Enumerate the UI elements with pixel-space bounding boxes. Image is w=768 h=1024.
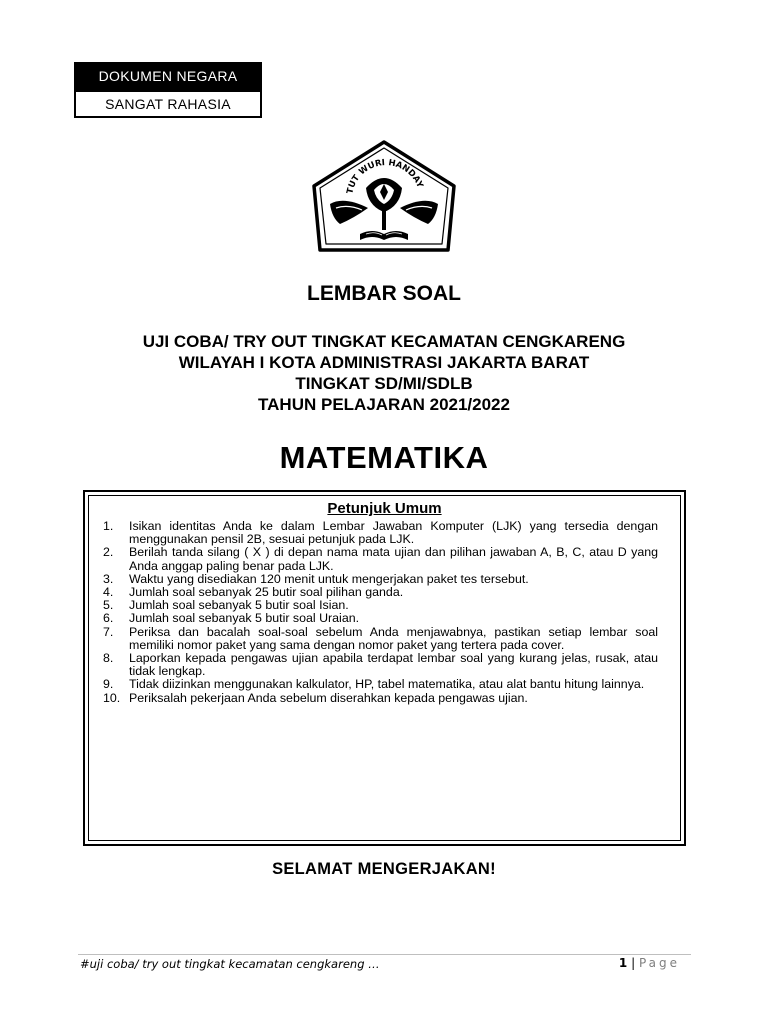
instruction-text: Tidak diizinkan menggunakan kalkulator, HP, tabel matematika, atau alat bantu hitung lainnya. [129,677,645,692]
footer-page-indicator [619,956,680,970]
instruction-number: 1. [103,519,114,533]
instructions-heading: Petunjuk Umum [327,500,442,517]
instruction-text: Jumlah soal sebanyak 5 butir soal Isian. [129,598,349,613]
instruction-number: 10. [103,690,121,705]
instruction-item [89,626,680,652]
general-instructions-inner [88,495,681,841]
subject-title: MATEMATIKA [279,440,489,475]
instruction-item [89,546,680,572]
tut-wuri-handayani-logo-icon [310,138,458,256]
instruction-text: Jumlah soal sebanyak 25 butir soal pilihan ganda. [129,585,404,600]
page-separator: | [631,956,636,970]
closing-message: SELAMAT MENGERJAKAN! [272,860,496,878]
exam-name-line: UJI COBA/ TRY OUT TINGKAT KECAMATAN CENGKARENG [142,332,626,351]
stamp-top-label: DOKUMEN NEGARA [76,64,260,90]
instruction-text: Periksa dan bacalah soal-soal sebelum Anda menjawabnya, pastikan setiap lembar soal memiliki nomor paket yang sama dengan nomor paket yang tertera pada cover. [129,624,658,652]
instruction-text: Periksalah pekerjaan Anda sebelum diserahkan kepada pengawas ujian. [129,690,528,705]
instruction-item [89,652,680,678]
instruction-number: 2. [103,545,114,560]
school-level-line: TINGKAT SD/MI/SDLB [295,374,473,393]
instruction-text: Berilah tanda silang ( X ) di depan nama mata ujian dan pilihan jawaban A, B, C, atau D yang Anda anggap paling benar pada LJK. [129,545,658,573]
instruction-number: 4. [103,585,114,600]
instruction-number: 5. [103,598,114,613]
general-instructions-box [83,490,686,846]
footer-document-label: #uji coba/ try out tingkat kecamatan cengkareng … [80,957,380,971]
instruction-number: 6. [103,611,114,626]
instruction-item [89,520,680,546]
academic-year-line: TAHUN PELAJARAN 2021/2022 [258,395,510,414]
instruction-text: Jumlah soal sebanyak 5 butir soal Uraian. [129,611,360,626]
svg-text:TUT WURI HANDAYANI: TUT WURI HANDAY [345,158,425,195]
page-number: 1 [618,956,628,970]
instruction-number: 8. [103,651,114,666]
instruction-item [89,692,680,705]
page-word: Page [638,956,680,970]
document-classification-stamp [74,62,262,118]
instruction-number: 7. [103,624,114,639]
footer-divider [78,954,691,955]
instruction-text: Waktu yang disediakan 120 menit untuk mengerjakan paket tes tersebut. [129,571,529,586]
region-line: WILAYAH I KOTA ADMINISTRASI JAKARTA BARAT [178,353,590,372]
instruction-text: Isikan identitas Anda ke dalam Lembar Jawaban Komputer (LJK) yang tersedia dengan menggunakan pensil 2B, sesuai petunjuk pada LJK. [129,519,658,547]
instructions-list [89,520,680,705]
instruction-number: 9. [103,677,114,692]
instruction-number: 3. [103,571,114,586]
sheet-title: LEMBAR SOAL [307,282,461,305]
instruction-text: Laporkan kepada pengawas ujian apabila terdapat lembar soal yang kurang jelas, rusak, atau tidak lengkap. [129,651,658,679]
stamp-bottom-label: SANGAT RAHASIA [76,90,260,116]
